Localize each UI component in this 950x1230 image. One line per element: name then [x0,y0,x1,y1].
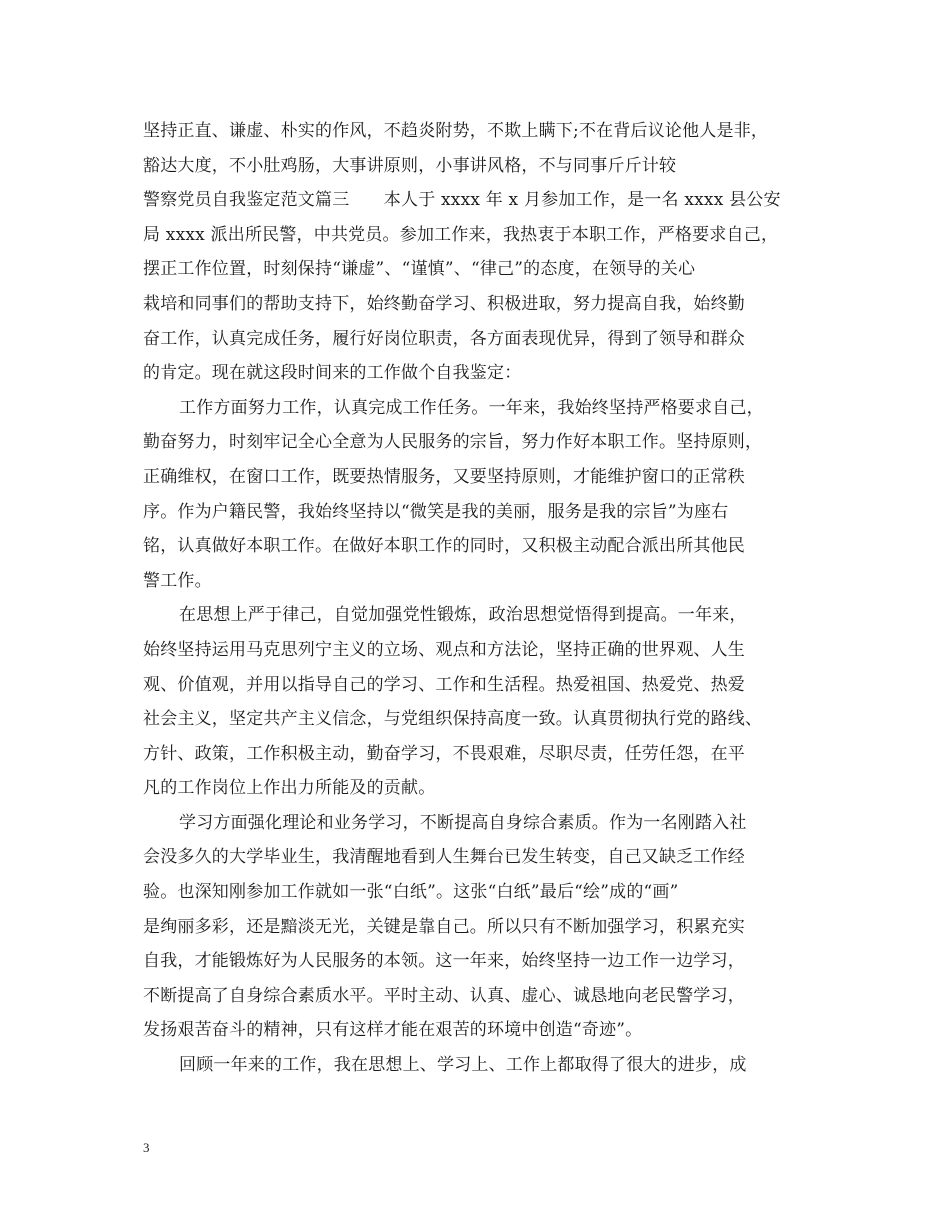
text-line: 发扬艰苦奋斗的精神，只有这样才能在艰苦的环境中创造“奇迹”。 [143,1020,643,1041]
text-line: 栽培和同事们的帮助支持下，始终勤奋学习、积极进取，努力提高自我，始终勤 [143,293,745,314]
text-line: 验。也深知刚参加工作就如一张“白纸”。这张“白纸”最后“绘”成的“画” [143,882,679,903]
text-line: 勤奋努力，时刻牢记全心全意为人民服务的宗旨，努力作好本职工作。坚持原则， [143,432,763,453]
text-line: 的肯定。现在就这段时间来的工作做个自我鉴定： [143,363,522,384]
text-line: 奋工作，认真完成任务，履行好岗位职责，各方面表现优异，得到了领导和群众 [143,328,745,349]
text-line: 方针、政策，工作积极主动，勤奋学习，不畏艰难，尽职尽责，任劳任怨，在平 [143,743,745,764]
text-line: 摆正工作位置，时刻保持“谦虚”、“谨慎”、“律己”的态度，在领导的关心 [143,259,696,280]
text-line: 铭，认真做好本职工作。在做好本职工作的同时，又积极主动配合派出所其他民 [143,536,745,557]
text-line: 警工作。 [143,570,212,591]
text-line: 会没多久的大学毕业生，我清醒地看到人生舞台已发生转变，自己又缺乏工作经 [143,847,745,868]
text-line: 工作方面努力工作，认真完成工作任务。一年来，我始终坚持严格要求自己， [179,397,764,418]
document-body [143,114,813,1083]
text-line: 坚持正直、谦虚、朴实的作风，不趋炎附势，不欺上瞒下;不在背后议论他人是非， [143,121,769,141]
text-line: 豁达大度，不小肚鸡肠，大事讲原则，小事讲风格，不与同事斤斤计较 [143,155,677,176]
text-line: 序。作为户籍民警，我始终坚持以“微笑是我的美丽，服务是我的宗旨”为座右 [143,501,729,522]
text-line: 始终坚持运用马克思列宁主义的立场、观点和方法论，坚持正确的世界观、人生 [143,639,745,660]
text-line: 学习方面强化理论和业务学习，不断提高自身综合素质。作为一名刚踏入社 [179,812,747,833]
text-line: 在思想上严于律己，自觉加强党性锻炼，政治思想觉悟得到提高。一年来， [179,605,747,626]
text-line: 是绚丽多彩，还是黯淡无光，关键是靠自己。所以只有不断加强学习，积累充实 [143,916,745,937]
text-line: 正确维权，在窗口工作，既要热情服务，又要坚持原则，才能维护窗口的正常秩 [143,466,745,487]
text-line: 警察党员自我鉴定范文篇三 本人于 xxxx 年 x 月参加工作，是一名 xxxx 县公安 [143,190,781,211]
text-line: 观、价值观，并用以指导自己的学习、工作和生活程。热爱祖国、热爱党、热爱 [143,674,745,695]
text-line: 凡的工作岗位上作出力所能及的贡献。 [143,778,436,799]
text-line: 不断提高了自身综合素质水平。平时主动、认真、虚心、诚恳地向老民警学习， [143,985,745,1006]
text-line: 社会主义，坚定共产主义信念，与党组织保持高度一致。认真贯彻执行党的路线、 [143,709,763,730]
text-line: 回顾一年来的工作，我在思想上、学习上、工作上都取得了很大的进步，成 [179,1055,747,1076]
page-number: 3 [143,1140,150,1155]
text-line: 局 xxxx 派出所民警，中共党员。参加工作来，我热衷于本职工作，严格要求自己， [143,224,779,245]
text-line: 自我，才能锻炼好为人民服务的本领。这一年来，始终坚持一边工作一边学习， [143,951,745,972]
